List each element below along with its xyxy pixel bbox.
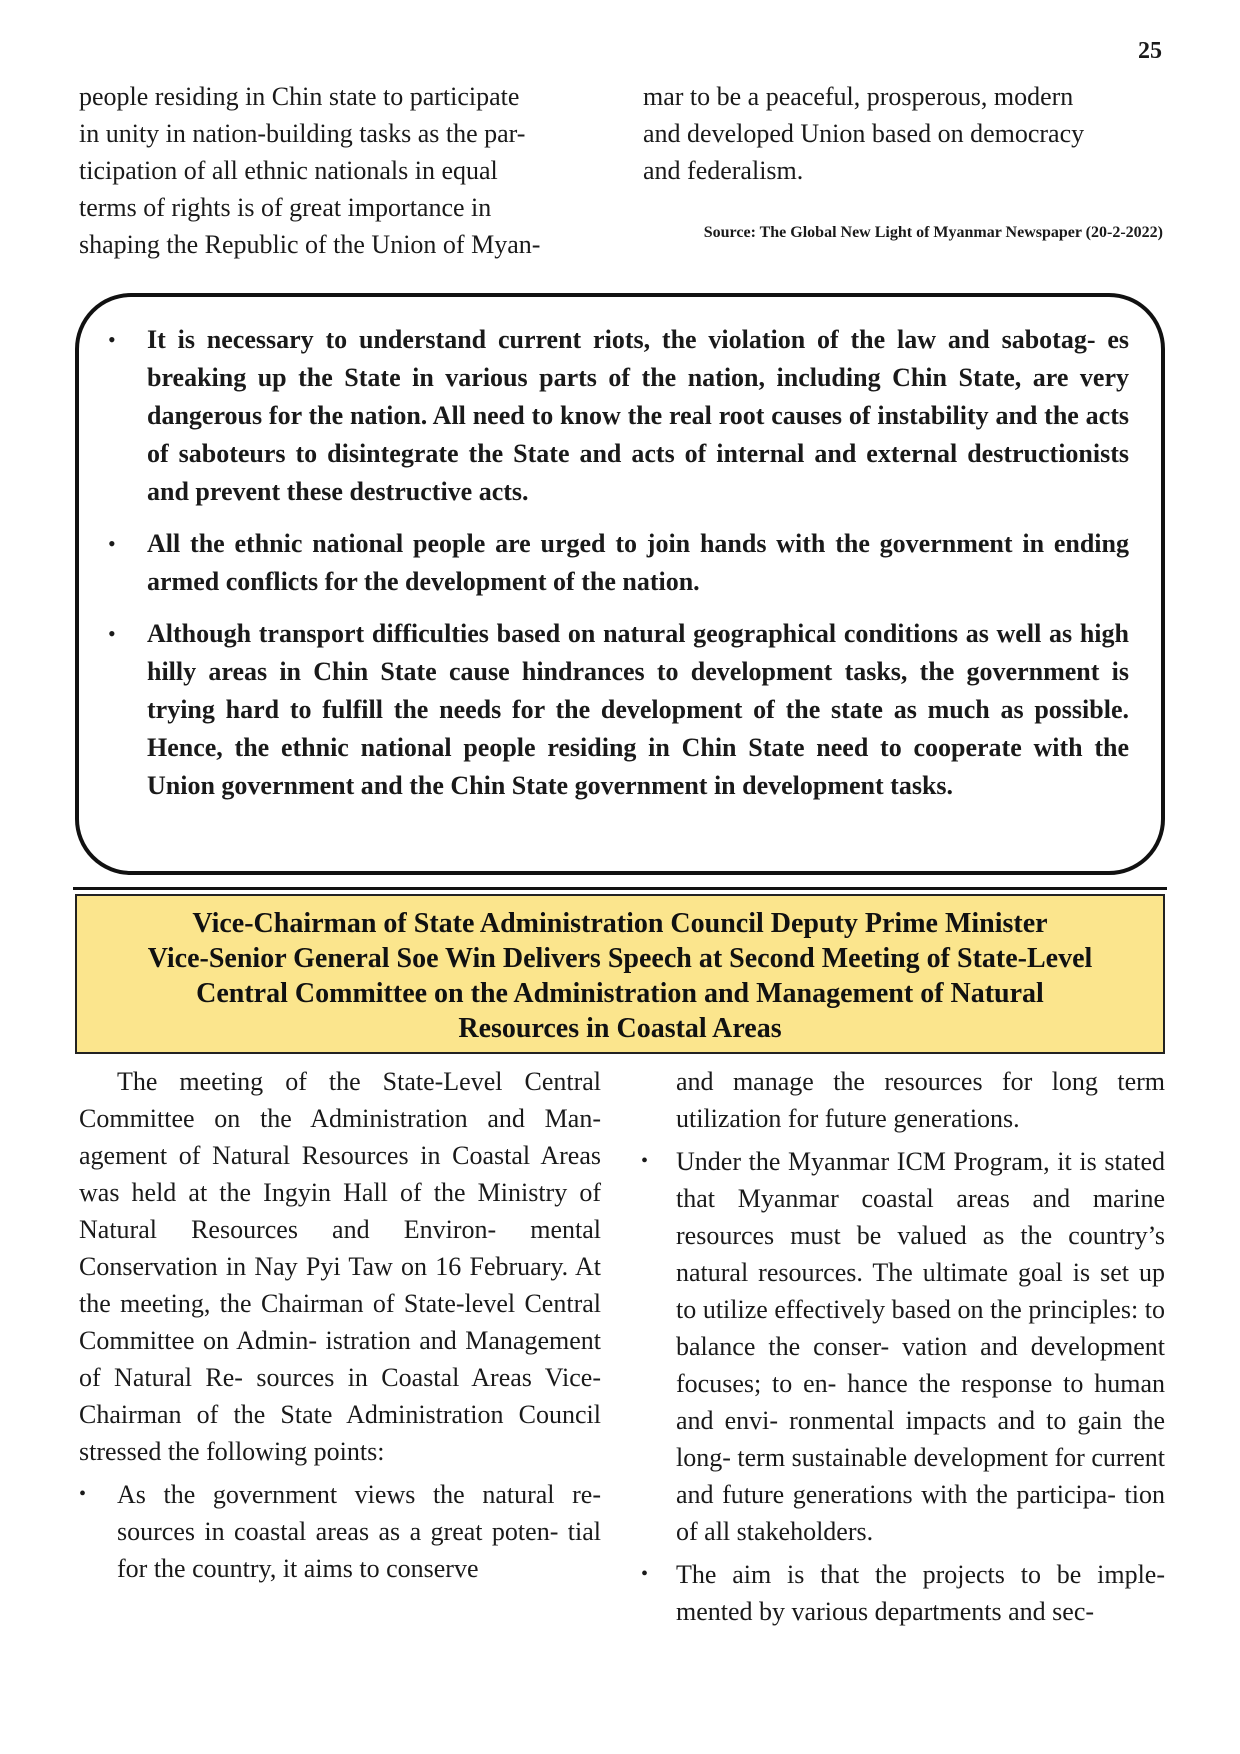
headline-line: Vice-Senior General Soe Win Delivers Speech at Second Meeting of State-Level	[147, 943, 1093, 974]
headline-line: Resources in Coastal Areas	[458, 1013, 782, 1044]
article-bullet-text: Under the Myanmar ICM Program, it is stated that Myanmar coastal areas and marine resources must be valued as the country’s natural resources. The ultimate goal is set up to utilize effectively based on the principles: to balance the conser- vation and development focuses; to en- hance the response to human and envi- ronmental impacts and to gain the long- term sustainable development for current and future generations with the participa- tion of all stakeholders.	[676, 1147, 1165, 1546]
bullet-icon: •	[79, 1483, 87, 1505]
source-citation: Source: The Global New Light of Myanmar Newspaper (20-2-2022)	[703, 224, 1163, 241]
text-line: in unity in nation-building tasks as the par-	[79, 119, 526, 148]
article-right-column	[641, 1063, 1165, 1636]
key-points-box	[75, 293, 1165, 875]
bullet-icon: •	[108, 327, 116, 352]
article-bullet	[641, 1556, 1165, 1630]
text-line: and developed Union based on democracy	[643, 119, 1085, 148]
key-point	[79, 525, 1129, 601]
article-bullet	[79, 1476, 601, 1587]
article-intro: The meeting of the State-Level Central Committee on the Administration and Man- agement of Natural Resources in Coastal Areas was held at the Ingyin Hall of the Ministry of Natural Resources and Environ- mental Conservation in Nay Pyi Taw on 16 February. At the meeting, the Chairman of State-level Central Committee on Admin- istration and Management of Natural Re- sources in Coastal Areas Vice-Chairman of the State Administration Council stressed the following points:	[79, 1067, 601, 1466]
top-left-column	[79, 78, 601, 263]
text-line: mar to be a peaceful, prosperous, modern	[643, 82, 1074, 111]
key-points-list	[79, 297, 1161, 805]
article-headline	[75, 894, 1165, 1054]
headline-rule	[73, 887, 1167, 890]
page-number: 25	[1138, 38, 1162, 64]
text-line: terms of rights is of great importance in	[79, 193, 492, 222]
article-left-bullets	[79, 1476, 601, 1587]
headline-line: Central Committee on the Administration and Management of Natural	[196, 978, 1044, 1009]
bullet-icon: •	[641, 1563, 649, 1585]
bullet-icon: •	[108, 621, 116, 646]
headline-line: Vice-Chairman of State Administration Council Deputy Prime Minister	[192, 908, 1048, 939]
key-point	[79, 615, 1129, 805]
text-line: shaping the Republic of the Union of Myan-	[79, 230, 541, 259]
text-line: ticipation of all ethnic nationals in equal	[79, 156, 498, 185]
article-bullet	[641, 1143, 1165, 1550]
bullet-icon: •	[108, 531, 116, 556]
bullet-icon: •	[641, 1150, 649, 1172]
key-point-text: Although transport difficulties based on natural geographical conditions as well as high hilly areas in Chin State cause hindrances to development tasks, the government is trying hard to fulfill the needs for the development of the state as much as possible. Hence, the ethnic national people residing in Chin State need to cooperate with the Union government and the Chin State government in development tasks.	[147, 619, 1129, 800]
article-left-column	[79, 1063, 601, 1587]
article-bullet-text: As the government views the natural re- sources in coastal areas as a great poten- tial for the country, it aims to conserve	[117, 1480, 601, 1583]
text-line: and federalism.	[643, 156, 804, 185]
key-point-text: All the ethnic national people are urged to join hands with the government in ending armed conflicts for the development of the nation.	[147, 529, 1129, 596]
key-point	[79, 321, 1129, 511]
article-right-bullets	[641, 1143, 1165, 1630]
article-bullet-text: The aim is that the projects to be imple- mented by various departments and sec-	[676, 1560, 1165, 1626]
article-continuation: and manage the resources for long term utilization for future generations.	[676, 1067, 1165, 1133]
top-right-column	[643, 78, 1165, 243]
key-point-text: It is necessary to understand current riots, the violation of the law and sabotag- es breaking up the State in various parts of the nation, including Chin State, are very dangerous for the nation. All need to know the real root causes of instability and the acts of saboteurs to disintegrate the State and acts of internal and external destructionists and prevent these destructive acts.	[147, 325, 1129, 506]
text-line: people residing in Chin state to participate	[79, 82, 520, 111]
